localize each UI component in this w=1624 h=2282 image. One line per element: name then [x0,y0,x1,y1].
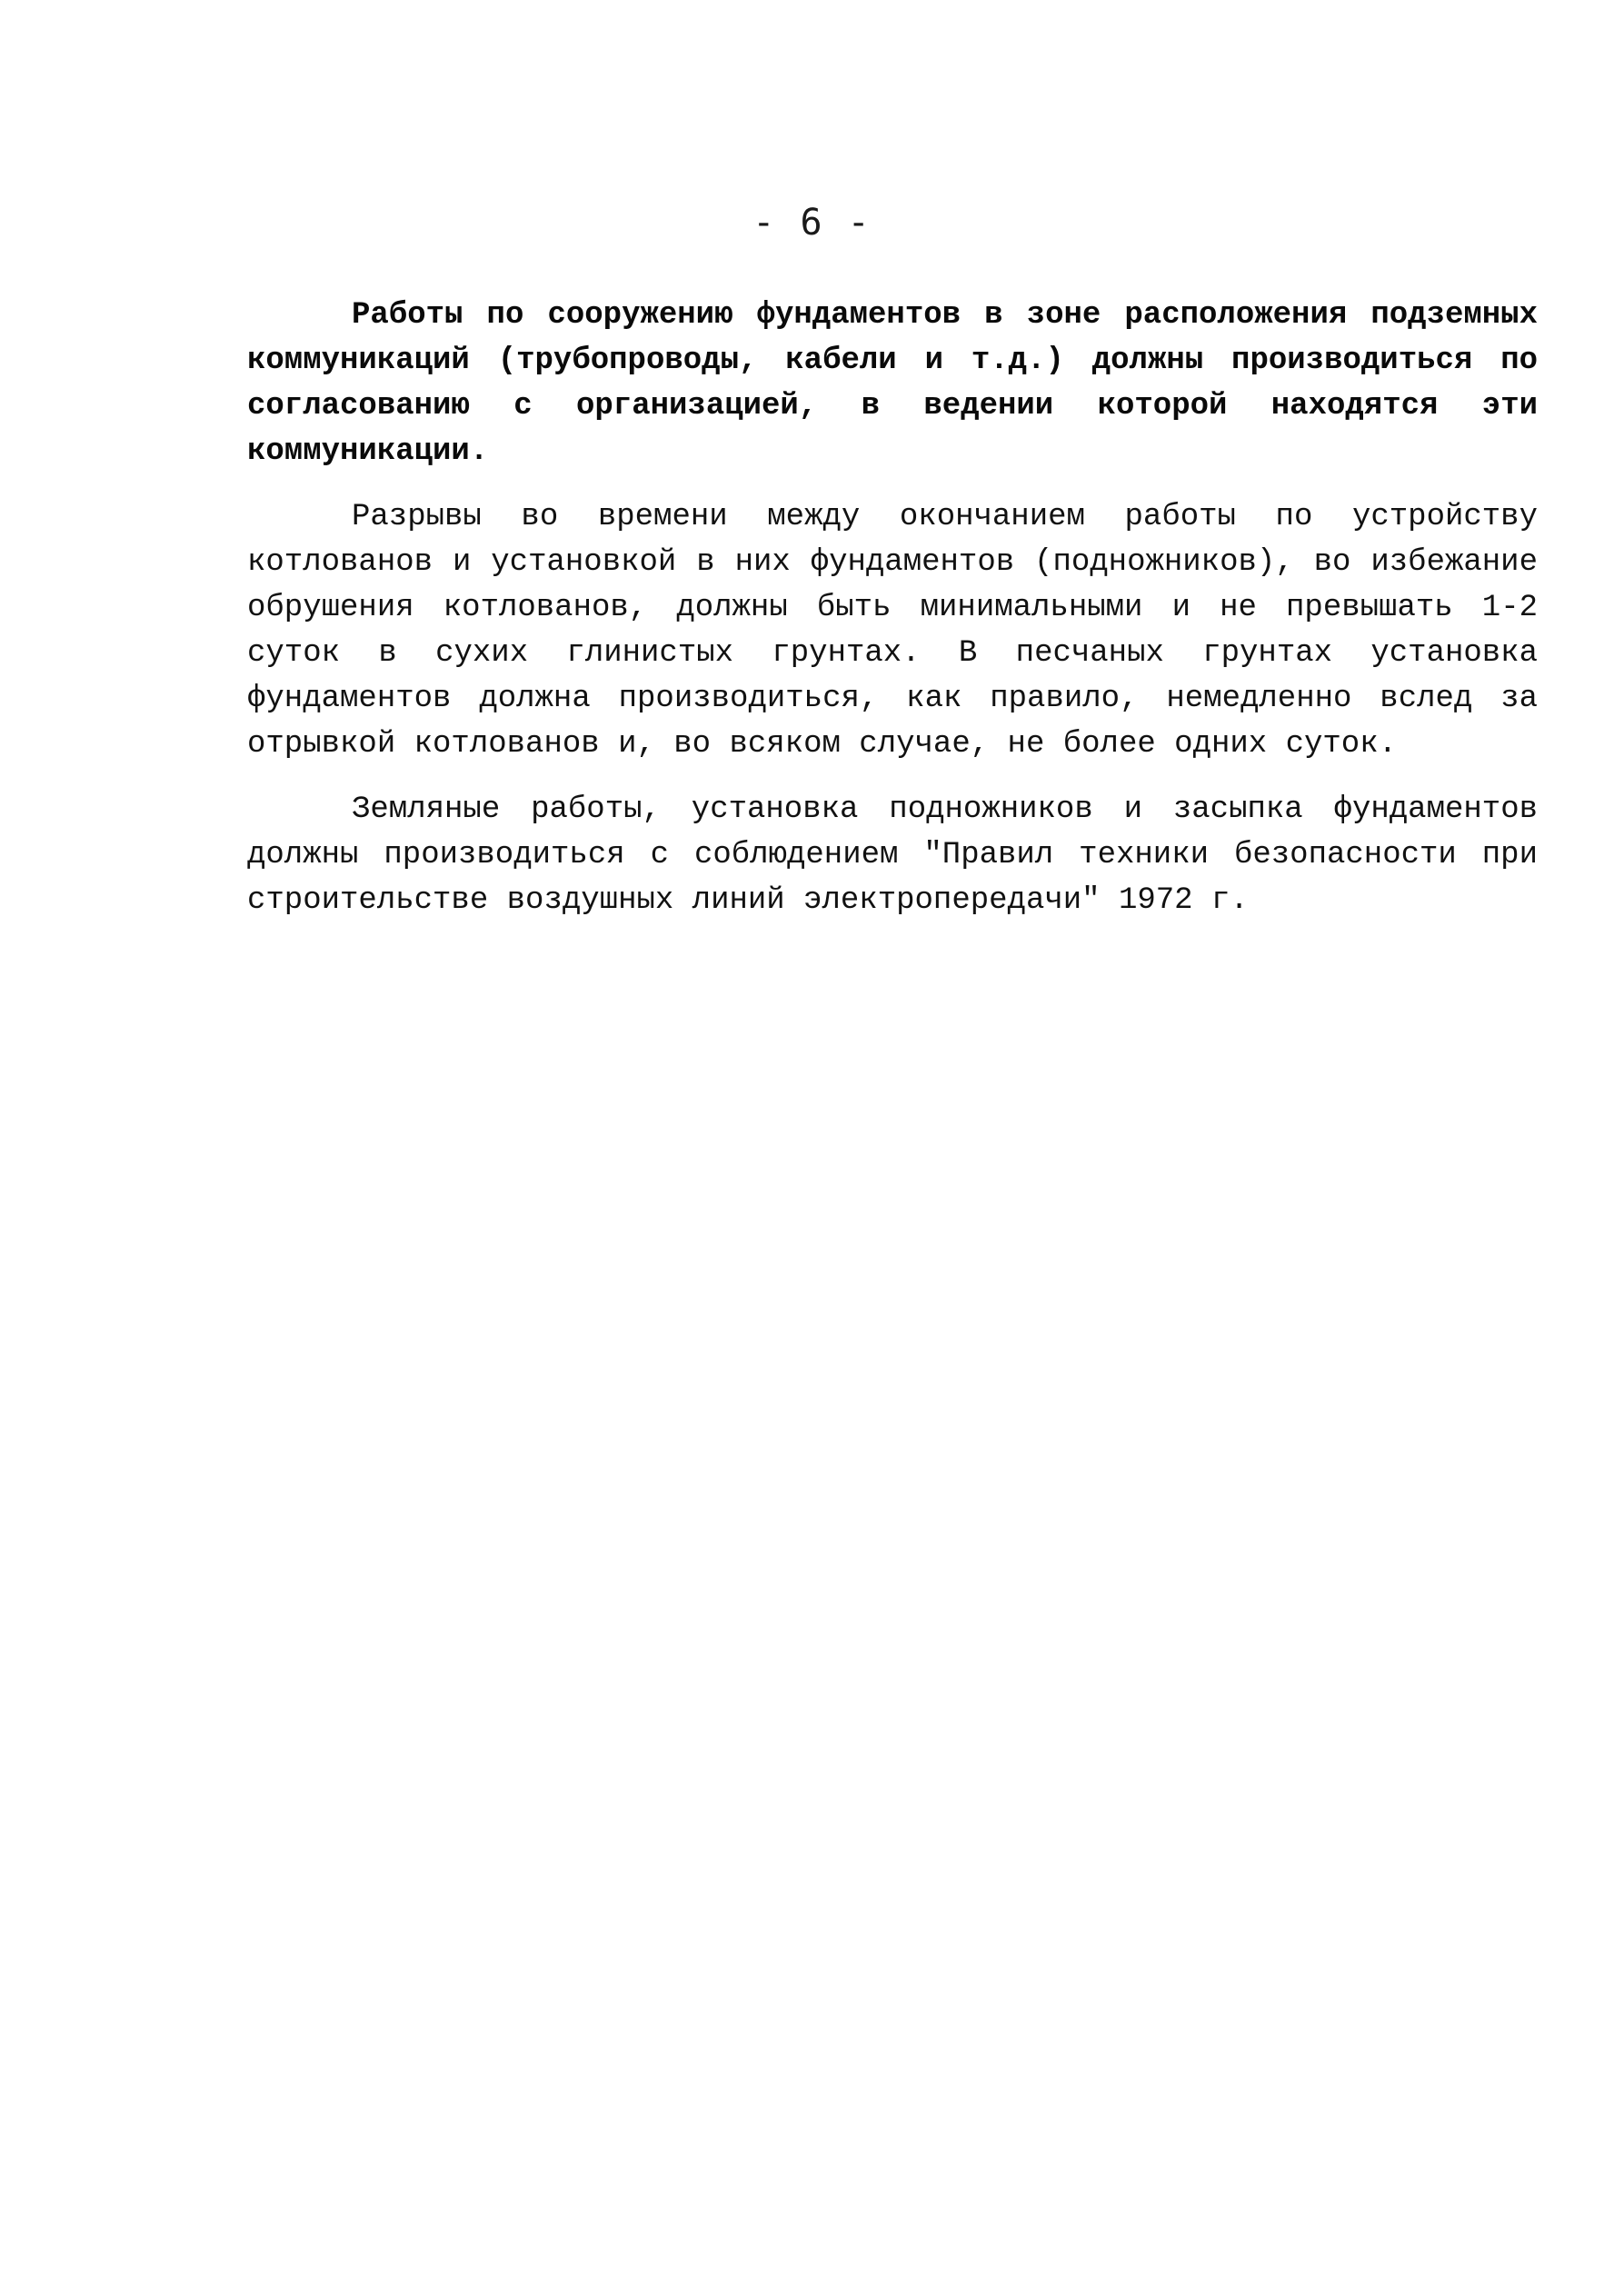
page-number: - 6 - [752,202,872,244]
document-body [247,293,1538,943]
paragraph-safety-rules: Земляные работы, установка подножников и засыпка фундаментов должны производиться с соблюдением "Правил техники безопасности при строительстве воздушных линий электропередачи" 1972 г. [247,792,1538,918]
paragraph-excavation-gaps: Разрывы во времени между окончанием работы по устройству котлованов и установкой в них фундаментов (подножников), во избежание обрушения котлованов, должны быть минимальными и не превышать 1-2 суток в сухих глинистых грунтах. В песчаных грунтах установка фундаментов должна производиться, как правило, немедленно вслед за отрывкой котлованов и, во всяком случае, не более одних суток. [247,500,1538,762]
paragraph-underground-utilities: Работы по сооружению фундаментов в зоне расположения подземных коммуникаций (трубопроводы, кабели и т.д.) должны производиться по согласованию с организацией, в ведении которой находятся эти коммуникации. [247,298,1538,469]
